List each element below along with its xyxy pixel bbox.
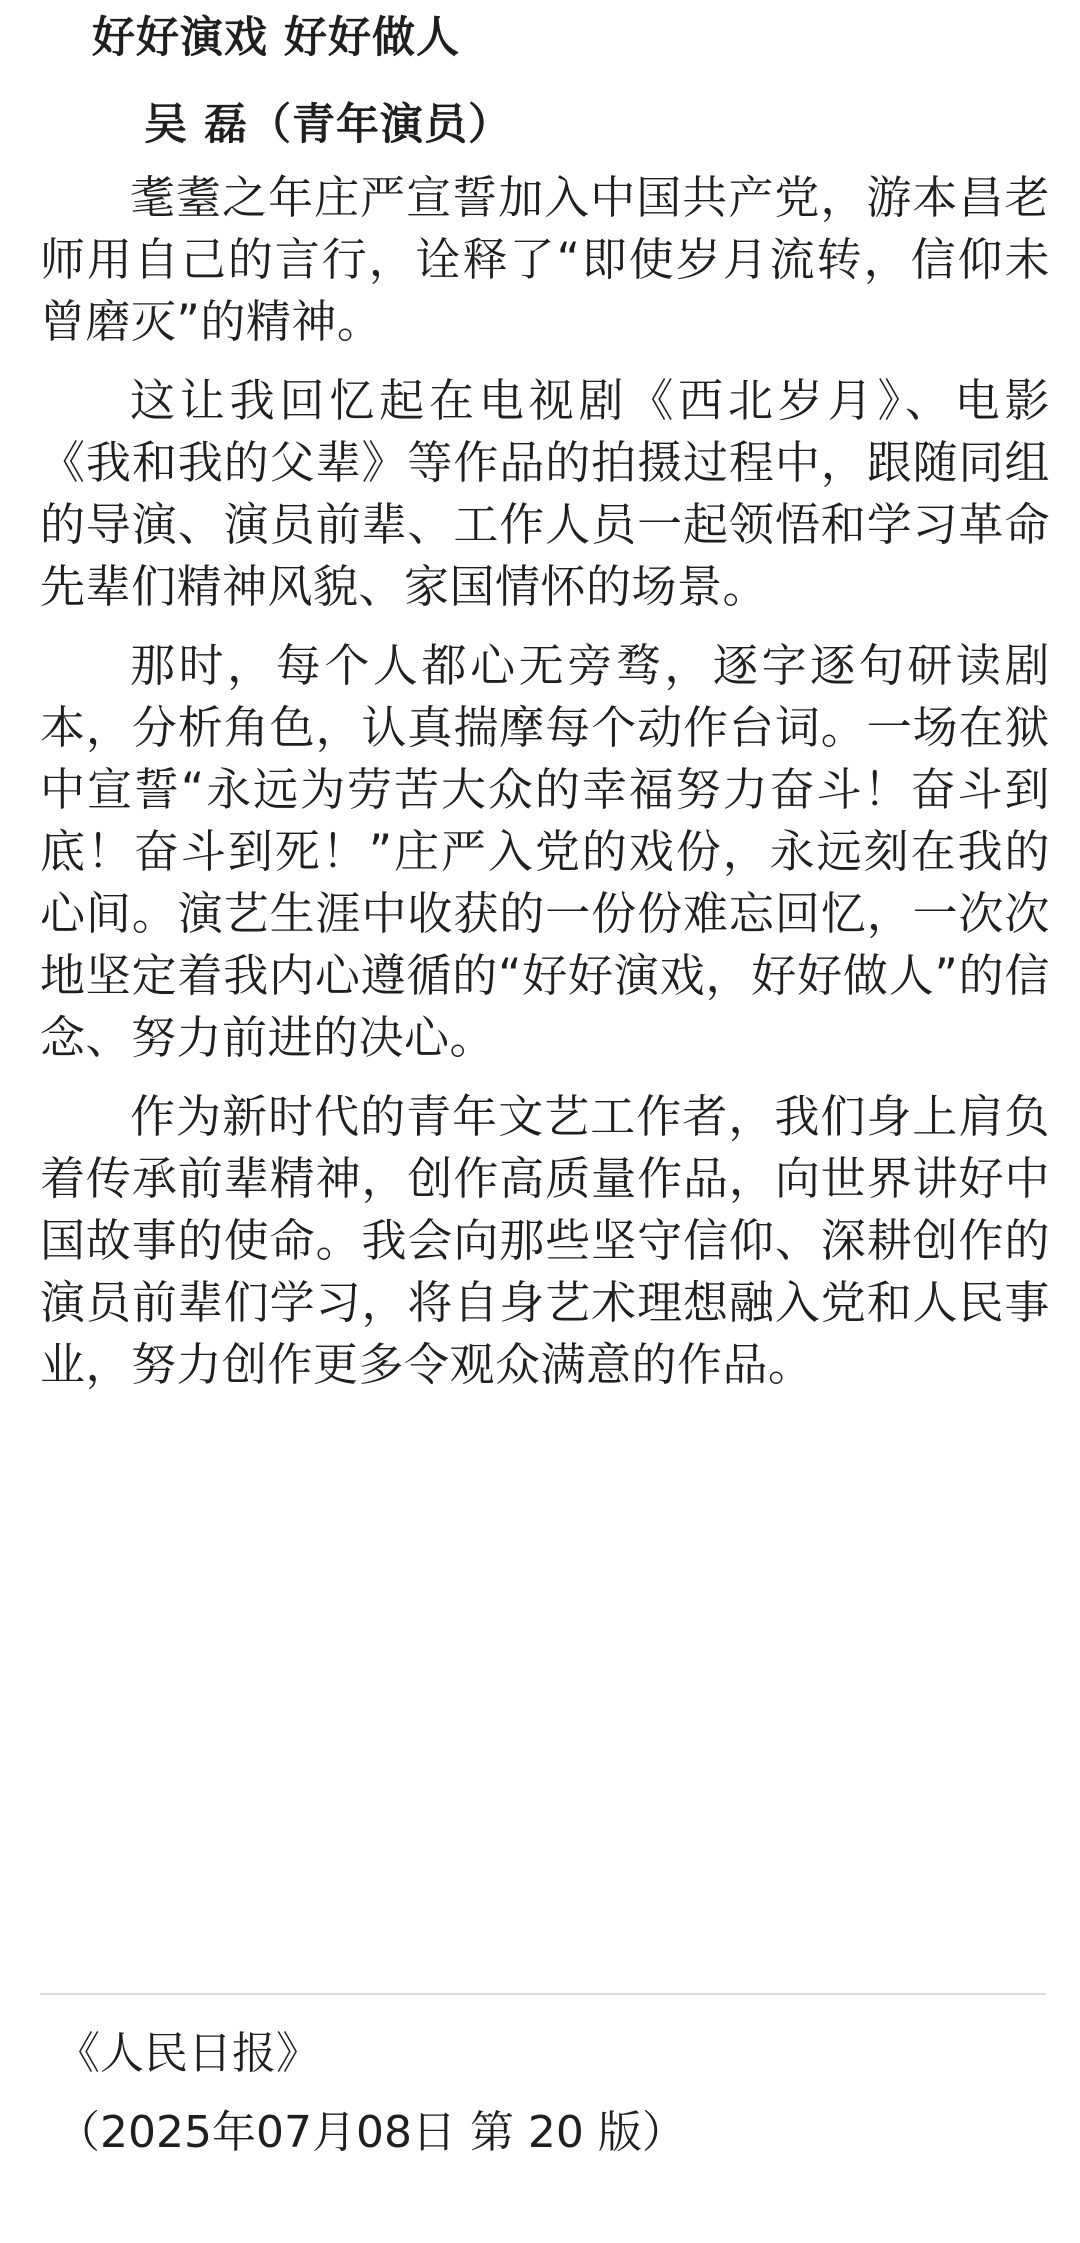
- article-body: [40, 167, 1050, 1396]
- paragraph: 作为新时代的青年文艺工作者，我们身上肩负着传承前辈精神，创作高质量作品，向世界讲好中国故事的使命。我会向那些坚守信仰、深耕创作的演员前辈们学习，将自身艺术理想融入党和人民事业，努力创作更多令观众满意的作品。: [40, 1090, 1050, 1391]
- paragraph: 耄耋之年庄严宣誓加入中国共产党，游本昌老师用自己的言行，诠释了“即使岁月流转，信仰未曾磨灭”的精神。: [40, 171, 1050, 348]
- paragraph: 这让我回忆起在电视剧《西北岁月》、电影《我和我的父辈》等作品的拍摄过程中，跟随同组的导演、演员前辈、工作人员一起领悟和学习革命先辈们精神风貌、家国情怀的场景。: [40, 374, 1050, 613]
- source-date: （2025年07月08日 第 20 版）: [56, 2107, 686, 2158]
- article-title: 好好演戏 好好做人: [92, 13, 460, 63]
- divider: [40, 1993, 1046, 1995]
- source-name: 《人民日报》: [56, 2028, 320, 2079]
- article-author: 吴 磊（青年演员）: [144, 100, 512, 150]
- paragraph: 那时，每个人都心无旁骛，逐字逐句研读剧本，分析角色，认真揣摩每个动作台词。一场在狱中宣誓“永远为劳苦大众的幸福努力奋斗！奋斗到底！奋斗到死！”庄严入党的戏份，永远刻在我的心间。演艺生涯中收获的一份份难忘回忆，一次次地坚定着我内心遵循的“好好演戏，好好做人”的信念、努力前进的决心。: [40, 639, 1050, 1064]
